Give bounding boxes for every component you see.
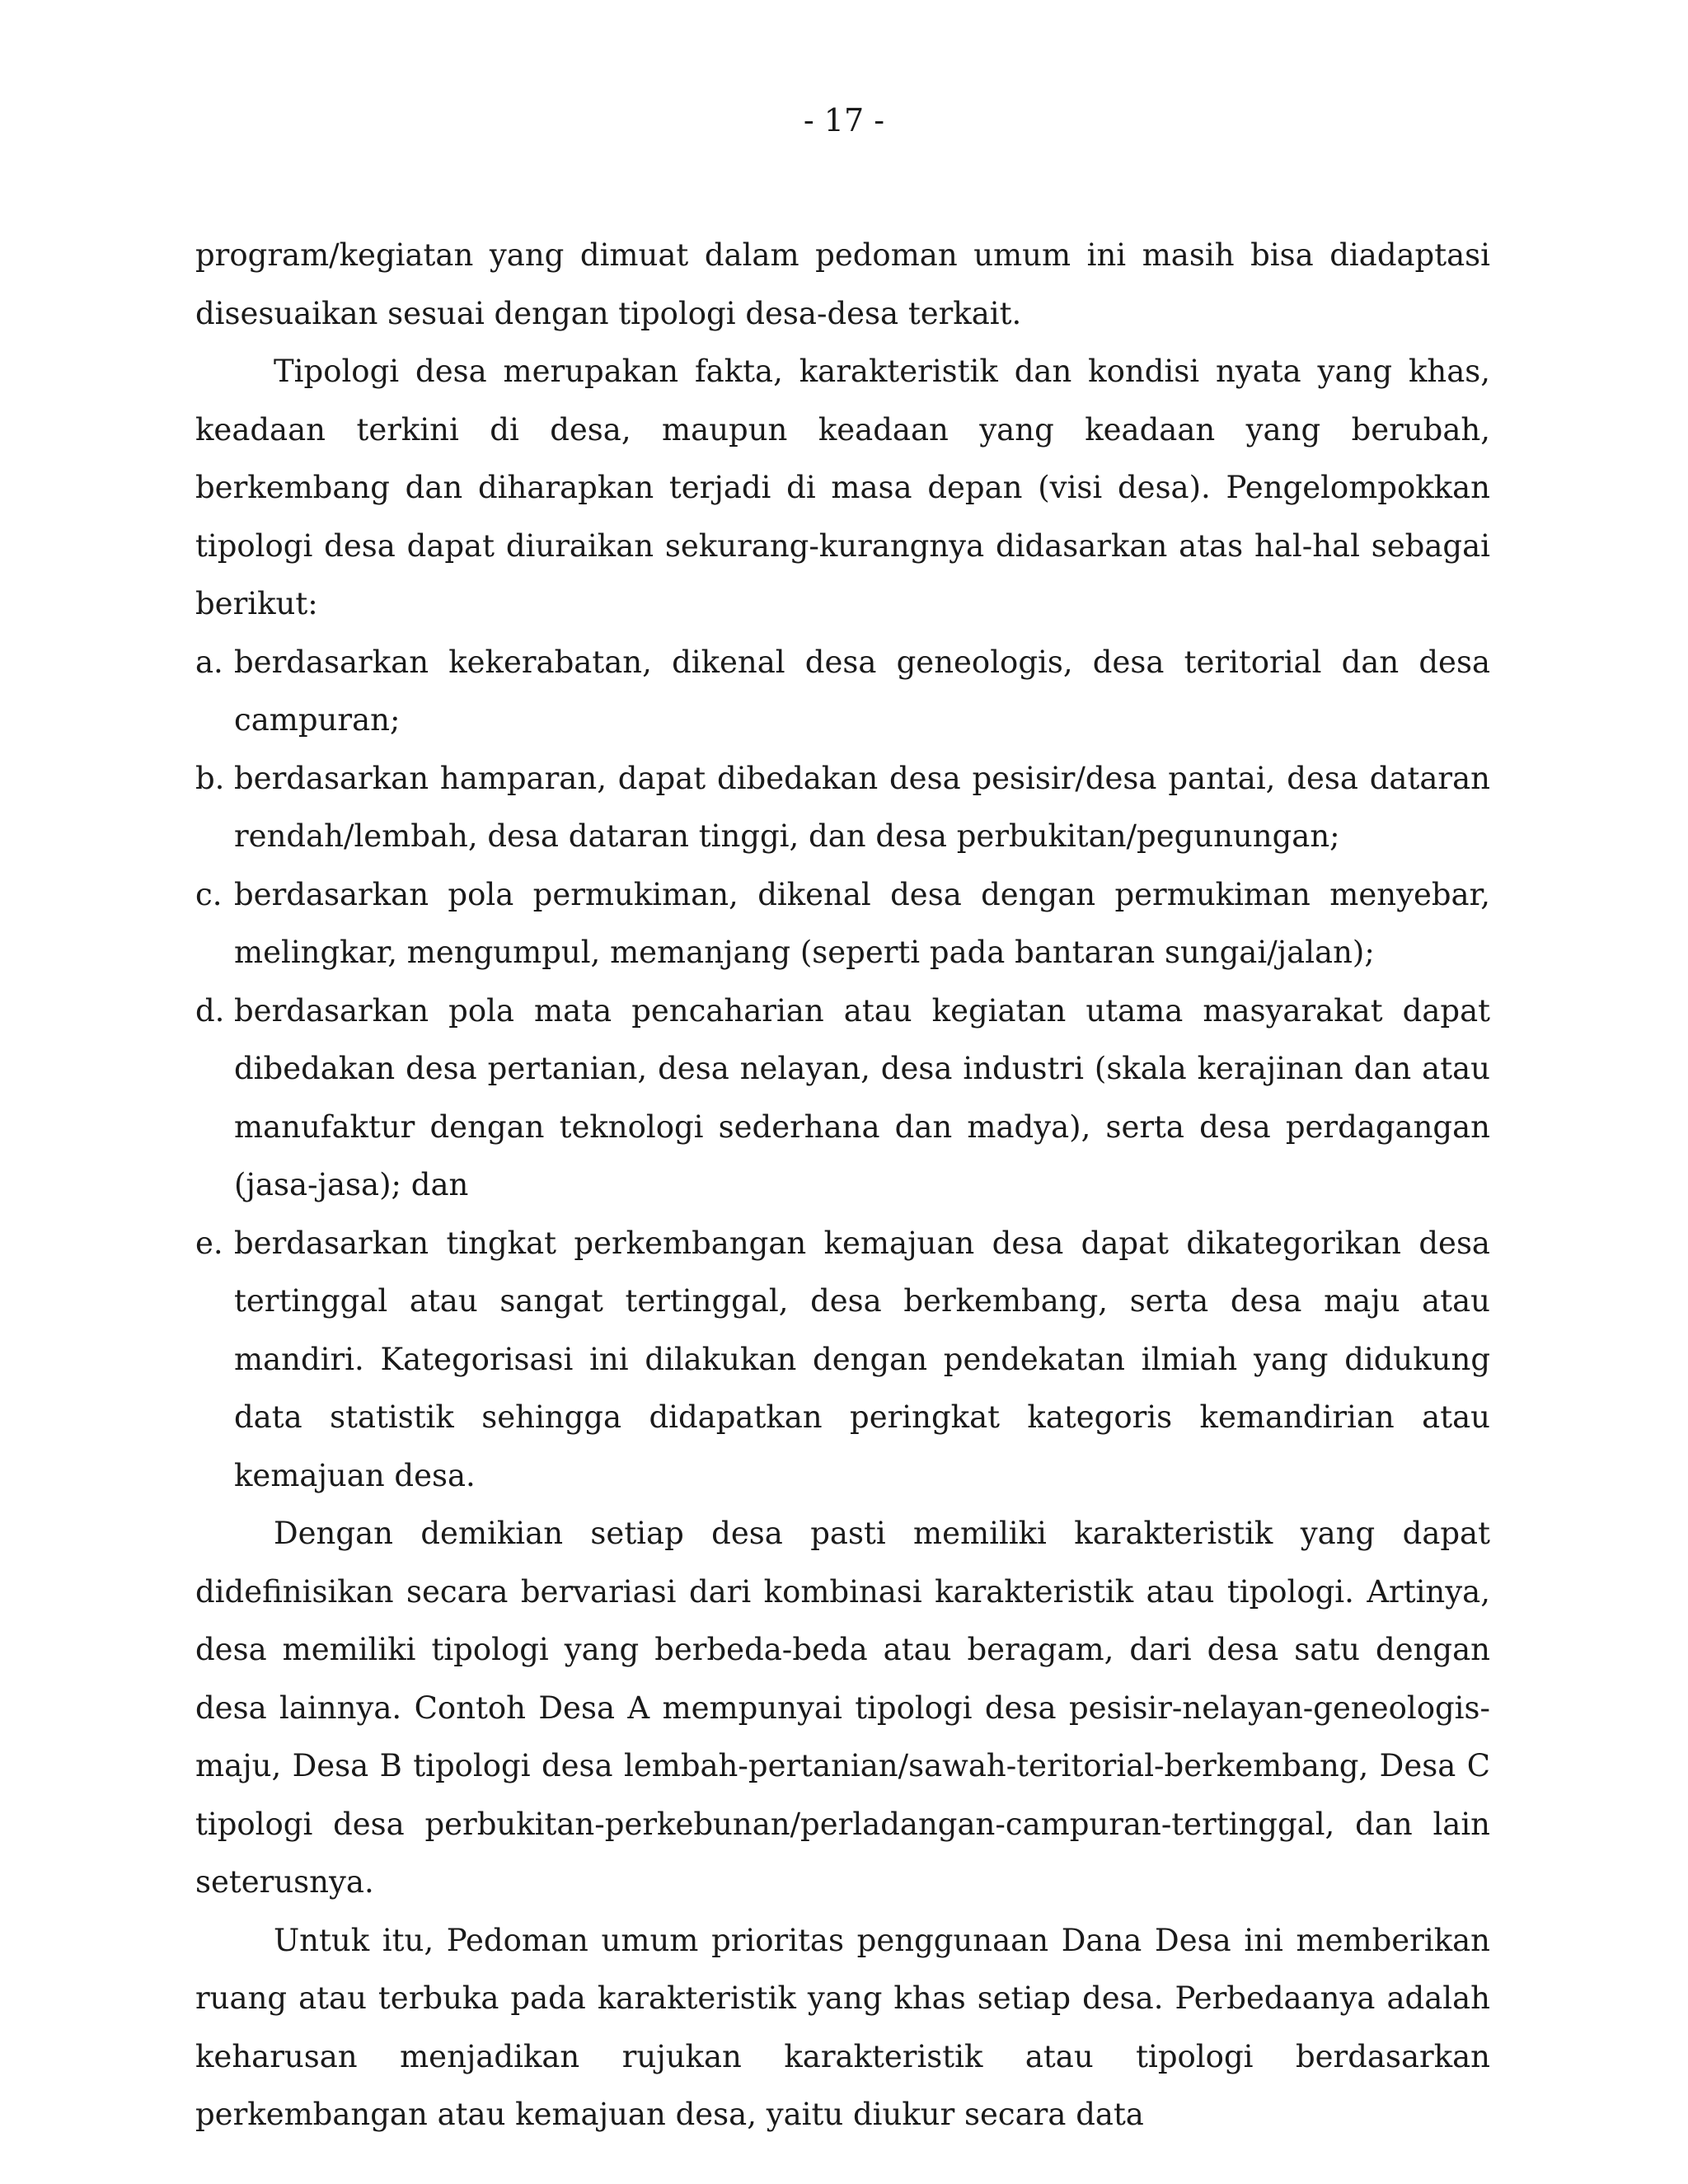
list-item-text: berdasarkan hamparan, dapat dibedakan desa pesisir/desa pantai, desa dataran rendah/lembah, desa dataran tinggi, dan desa perbukitan/pegunungan; (234, 760, 1490, 854)
paragraph-tipologi-intro: Tipologi desa merupakan fakta, karakteristik dan kondisi nyata yang khas, keadaan terkini di desa, maupun keadaan yang keadaan yang berubah, berkembang dan diharapkan terjadi di masa depan (visi desa). Pengelompokkan tipologi desa dapat diuraikan sekurang-kurangnya didasarkan atas hal-hal sebagai berikut: (195, 354, 1490, 621)
page-number: - 17 - (803, 102, 885, 138)
paragraph-karakteristik: Dengan demikian setiap desa pasti memiliki karakteristik yang dapat didefinisikan secara bervariasi dari kombinasi karakteristik atau tipologi. Artinya, desa memiliki tipologi yang berbeda-beda atau beragam, dari desa satu dengan desa lainnya. Contoh Desa A mempunyai tipologi desa pesisir-nelayan-geneologis-maju, Desa B tipologi desa lembah-pertanian/sawah-teritorial-berkembang, Desa C tipologi desa perbukitan-perkebunan/perladangan-campuran-tertinggal, dan lain seterusnya. (195, 1516, 1490, 1900)
list-item (195, 634, 1490, 750)
list-marker: e. (195, 1225, 223, 1261)
list-marker: d. (195, 992, 225, 1029)
paragraph-continuation: program/kegiatan yang dimuat dalam pedoman umum ini masih bisa diadaptasi disesuaikan sesuai dengan tipologi desa-desa terkait. (195, 237, 1490, 331)
paragraph-pedoman-umum: Untuk itu, Pedoman umum prioritas penggunaan Dana Desa ini memberikan ruang atau terbuka pada karakteristik yang khas setiap desa. Perbedaanya adalah keharusan menjadikan rujukan karakteristik atau tipologi berdasarkan perkembangan atau kemajuan desa, yaitu diukur secara data (195, 1922, 1490, 2132)
list-item (195, 866, 1490, 982)
list-marker: c. (195, 876, 223, 912)
list-marker: b. (195, 760, 225, 796)
list-item-text: berdasarkan pola mata pencaharian atau kegiatan utama masyarakat dapat dibedakan desa pertanian, desa nelayan, desa industri (skala kerajinan dan atau manufaktur dengan teknologi sederhana dan madya), serta desa perdagangan (jasa-jasa); dan (234, 992, 1490, 1202)
page-content (195, 227, 1490, 2144)
list-marker: a. (195, 644, 223, 680)
list-item (195, 1215, 1490, 1506)
list-item-text: berdasarkan pola permukiman, dikenal desa dengan permukiman menyebar, melingkar, mengumpul, memanjang (seperti pada bantaran sungai/jalan); (234, 876, 1490, 970)
tipologi-list (195, 634, 1490, 1506)
list-item-text: berdasarkan tingkat perkembangan kemajuan desa dapat dikategorikan desa tertinggal atau sangat tertinggal, desa berkembang, serta desa maju atau mandiri. Kategorisasi ini dilakukan dengan pendekatan ilmiah yang didukung data statistik sehingga didapatkan peringkat kategoris kemandirian atau kemajuan desa. (234, 1225, 1490, 1493)
list-item-text: berdasarkan kekerabatan, dikenal desa geneologis, desa teritorial dan desa campuran; (234, 644, 1490, 738)
list-item (195, 982, 1490, 1215)
list-item (195, 750, 1490, 866)
